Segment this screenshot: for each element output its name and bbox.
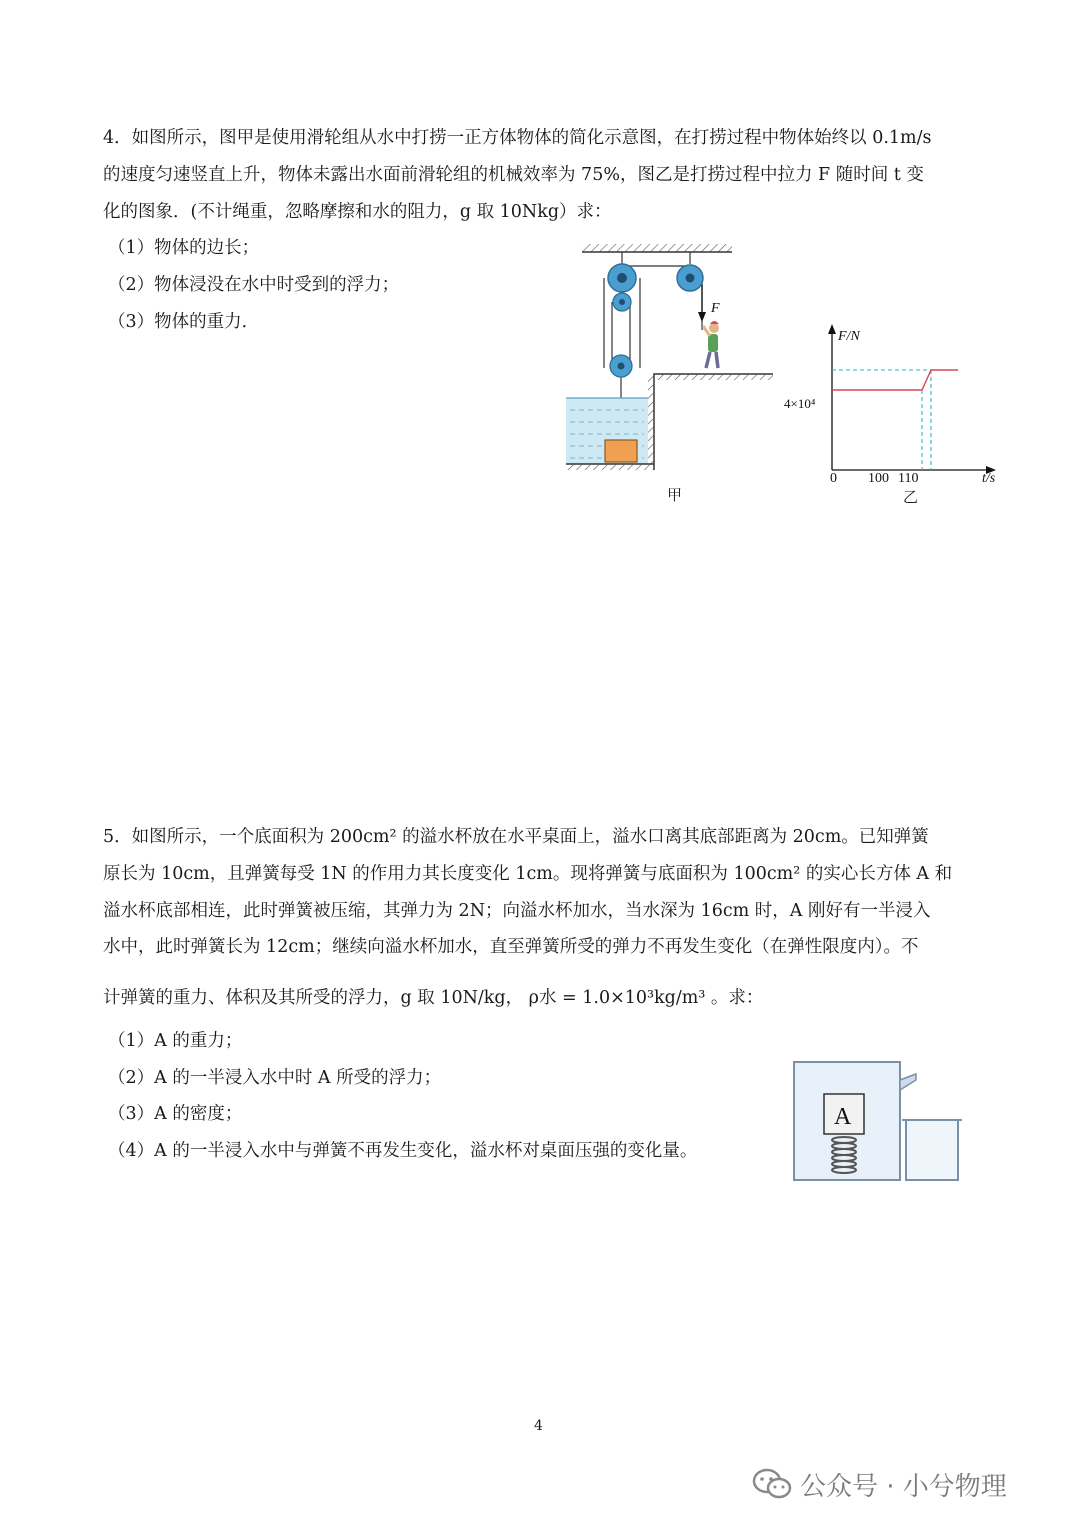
watermark [752, 1466, 1007, 1502]
q4-line-2: 的速度匀速竖直上升，物体未露出水面前滑轮组的机械效率为 75%，图乙是打捞过程中拉力 F 随时间 t 变 [103, 165, 924, 185]
q5-line-3: 溢水杯底部相连，此时弹簧被压缩，其弹力为 2N；向溢水杯加水，当水深为 16cm 时，A 刚好有一半浸入 [103, 901, 931, 921]
overflow-cup-diagram [790, 1058, 970, 1186]
wechat-icon [752, 1467, 792, 1501]
submerged-block [605, 440, 637, 462]
y-tick-label: 4×10⁴ [784, 396, 816, 411]
q5-line-4: 水中，此时弹簧长为 12cm；继续向溢水杯加水，直至弹簧所受的弹力不再发生变化（在弹性限度内）。不 [103, 937, 919, 957]
q4-sub-2: （2）物体浸没在水中时受到的浮力； [108, 275, 400, 295]
q4-sub-3: （3）物体的重力． [108, 312, 260, 332]
fixed-pulley-right [677, 265, 703, 291]
page-number: 4 [534, 1418, 543, 1434]
q5-line-1: 5．如图所示，一个底面积为 200cm² 的溢水杯放在水平桌面上，溢水口离其底部距离为 20cm。已知弹簧 [103, 827, 929, 847]
axes [832, 330, 990, 470]
force-curve [832, 370, 958, 390]
q4-line-3: 化的图象．(不计绳重，忽略摩擦和水的阻力，g 取 10Nkg）求： [103, 202, 612, 222]
watermark-text: 公众号 · 小兮物理 [800, 1471, 1007, 1502]
q4-line-1: 4．如图所示，图甲是使用滑轮组从水中打捞一正方体物体的简化示意图，在打捞过程中物体始终以 0.1m/s [103, 128, 932, 148]
y-axis-arrow [828, 324, 836, 334]
movable-pulley [610, 355, 632, 377]
q5-sub-2: （2）A 的一半浸入水中时 A 所受的浮力； [108, 1068, 442, 1088]
y-axis-label: F/N [838, 329, 860, 344]
fixed-pulley-left [608, 264, 636, 292]
q4-sub-1: （1）物体的边长； [108, 238, 260, 258]
fig-jia-caption: 甲 [667, 486, 683, 504]
ceiling [582, 244, 732, 252]
q5-sub-3: （3）A 的密度； [108, 1104, 243, 1124]
q5-sub-1: （1）A 的重力； [108, 1031, 243, 1051]
force-label: F [711, 301, 720, 316]
block-a-label: A [834, 1104, 852, 1130]
x-axis-label: t/s [982, 471, 996, 486]
spring [832, 1137, 856, 1173]
beaker [902, 1120, 962, 1180]
worker-figure [703, 321, 719, 368]
origin-label: 0 [830, 471, 837, 486]
q5-line-2: 原长为 10cm，且弹簧每受 1N 的作用力其长度变化 1cm。现将弹簧与底面积为 100cm² 的实心长方体 A 和 [103, 864, 953, 884]
q5-line-5: 计弹簧的重力、体积及其所受的浮力，g 取 10N/kg， ρ水 = 1.0×10³kg/m³ 。求： [103, 988, 764, 1008]
q5-sub-4: （4）A 的一半浸入水中与弹簧不再发生变化，溢水杯对桌面压强的变化量。 [108, 1141, 698, 1161]
x-tick-100: 100 [868, 471, 889, 486]
force-time-graph [780, 320, 1010, 510]
upper-small-pulley [613, 293, 631, 311]
x-tick-110: 110 [898, 471, 919, 486]
force-arrow [698, 312, 706, 322]
pulley-diagram [560, 240, 780, 510]
ground-ledge [654, 374, 773, 470]
fig-yi-caption: 乙 [903, 488, 919, 506]
